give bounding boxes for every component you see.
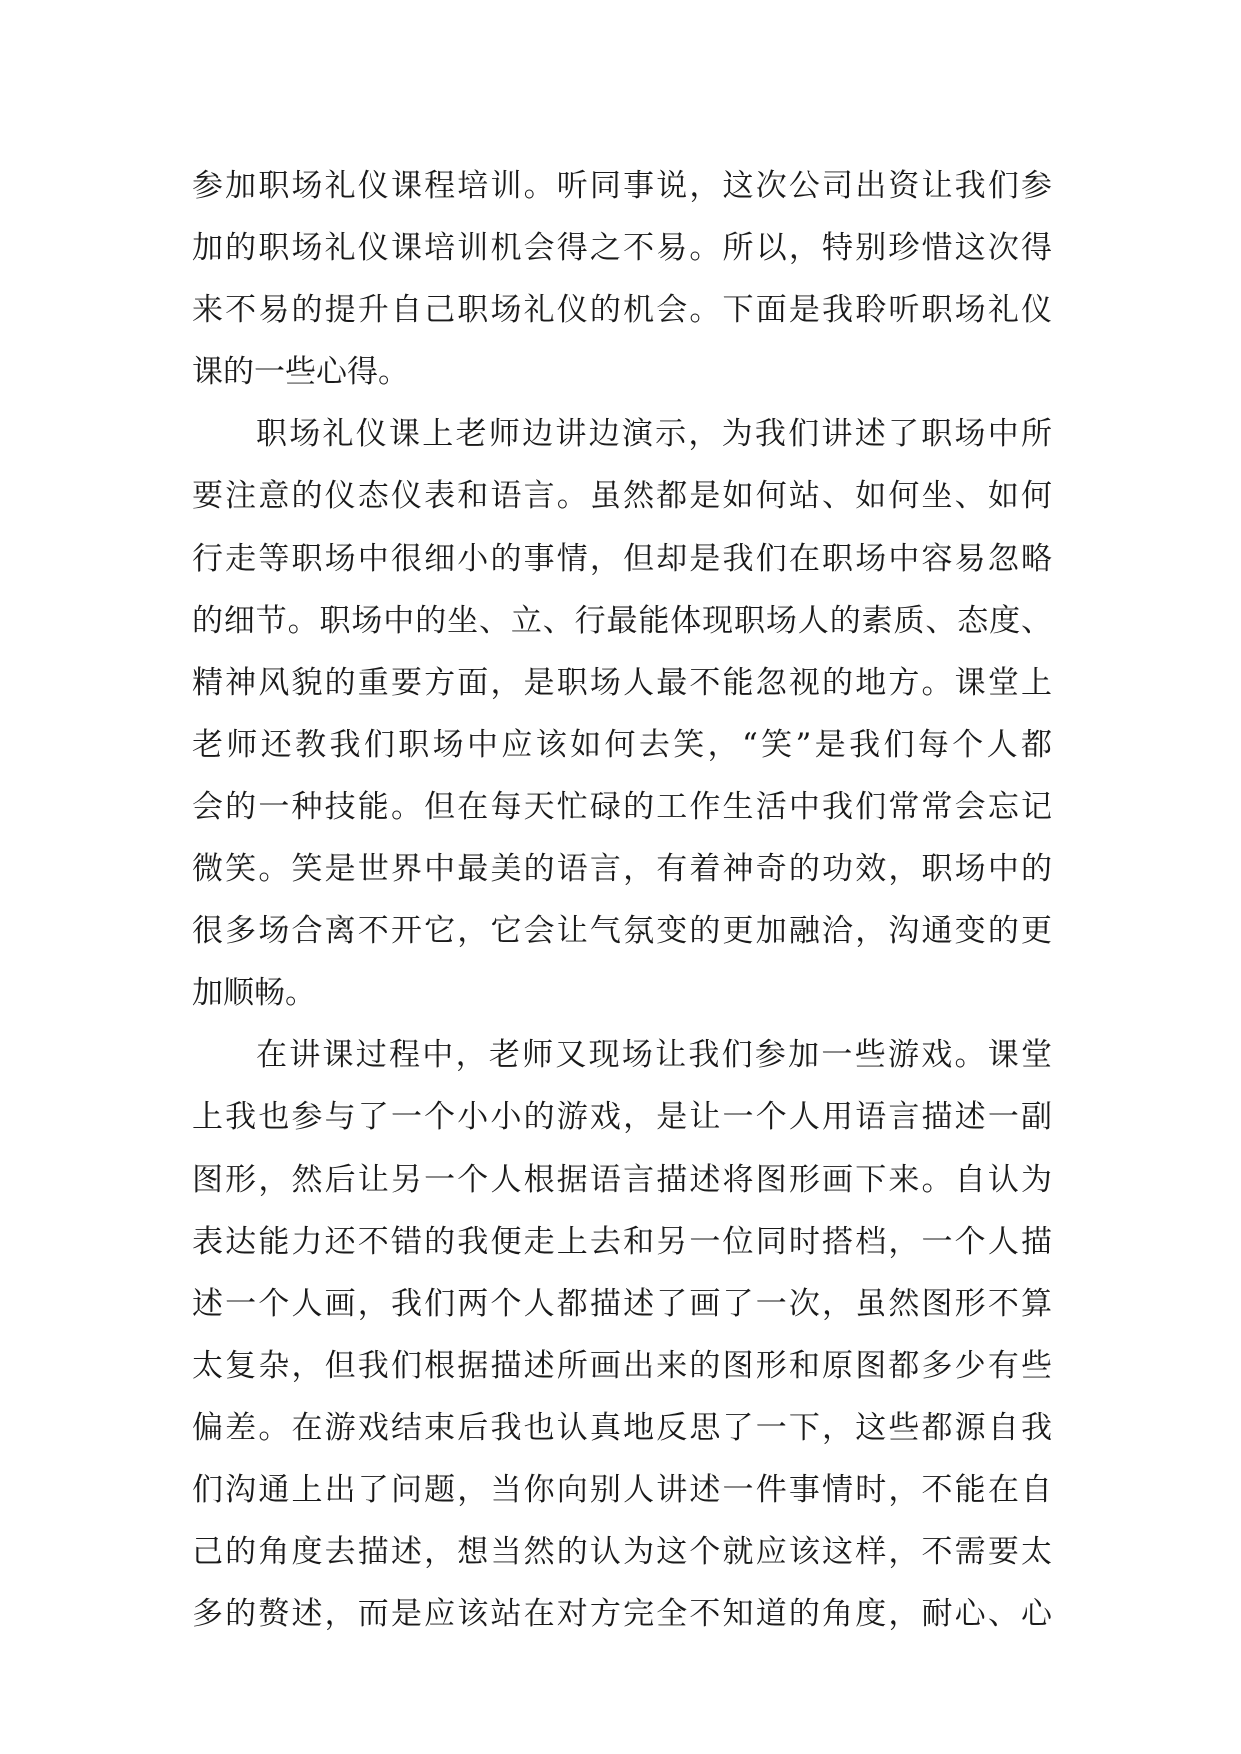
- text-line: 会的一种技能。但在每天忙碌的工作生活中我们常常会忘记: [192, 788, 1052, 825]
- text-line: 偏差。在游戏结束后我也认真地反思了一下，这些都源自我: [192, 1409, 1052, 1446]
- text-line: 参加职场礼仪课程培训。听同事说，这次公司出资让我们参: [192, 168, 1052, 204]
- text-line: 太复杂，但我们根据描述所画出来的图形和原图都多少有些: [192, 1347, 1052, 1384]
- text-line: 多的赘述，而是应该站在对方完全不知道的角度，耐心、心: [192, 1596, 1052, 1633]
- paragraph-first-line: 职场礼仪课上老师边讲边演示，为我们讲述了职场中所: [256, 416, 1052, 453]
- text-line: 上我也参与了一个小小的游戏，是让一个人用语言描述一副: [192, 1099, 1052, 1136]
- text-line: 图形，然后让另一个人根据语言描述将图形画下来。自认为: [192, 1161, 1052, 1198]
- text-line: 己的角度去描述，想当然的认为这个就应该这样，不需要太: [192, 1534, 1052, 1571]
- paragraph-first-line: 在讲课过程中，老师又现场让我们参加一些游戏。课堂: [256, 1037, 1052, 1074]
- text-line: 微笑。笑是世界中最美的语言，有着神奇的功效，职场中的: [192, 851, 1052, 888]
- text-line: 课的一些心得。: [192, 354, 409, 391]
- text-line: 表达能力还不错的我便走上去和另一位同时搭档，一个人描: [192, 1223, 1052, 1260]
- text-line: 来不易的提升自己职场礼仪的机会。下面是我聆听职场礼仪: [192, 292, 1052, 329]
- text-line: 行走等职场中很细小的事情，但却是我们在职场中容易忽略: [192, 540, 1052, 577]
- text-line: 加的职场礼仪课培训机会得之不易。所以，特别珍惜这次得: [192, 230, 1052, 267]
- text-line: 老师还教我们职场中应该如何去笑，“笑”是我们每个人都: [192, 726, 1052, 763]
- text-line: 们沟通上出了问题，当你向别人讲述一件事情时，不能在自: [192, 1471, 1052, 1508]
- text-line: 要注意的仪态仪表和语言。虽然都是如何站、如何坐、如何: [192, 478, 1052, 515]
- text-line: 很多场合离不开它，它会让气氛变的更加融洽，沟通变的更: [192, 913, 1052, 950]
- text-line: 述一个人画，我们两个人都描述了画了一次，虽然图形不算: [192, 1285, 1052, 1322]
- text-line: 精神风貌的重要方面，是职场人最不能忽视的地方。课堂上: [192, 664, 1052, 701]
- body-text: [192, 155, 1052, 1645]
- text-line: 的细节。职场中的坐、立、行最能体现职场人的素质、态度、: [192, 602, 1052, 639]
- text-line: 加顺畅。: [192, 975, 316, 1012]
